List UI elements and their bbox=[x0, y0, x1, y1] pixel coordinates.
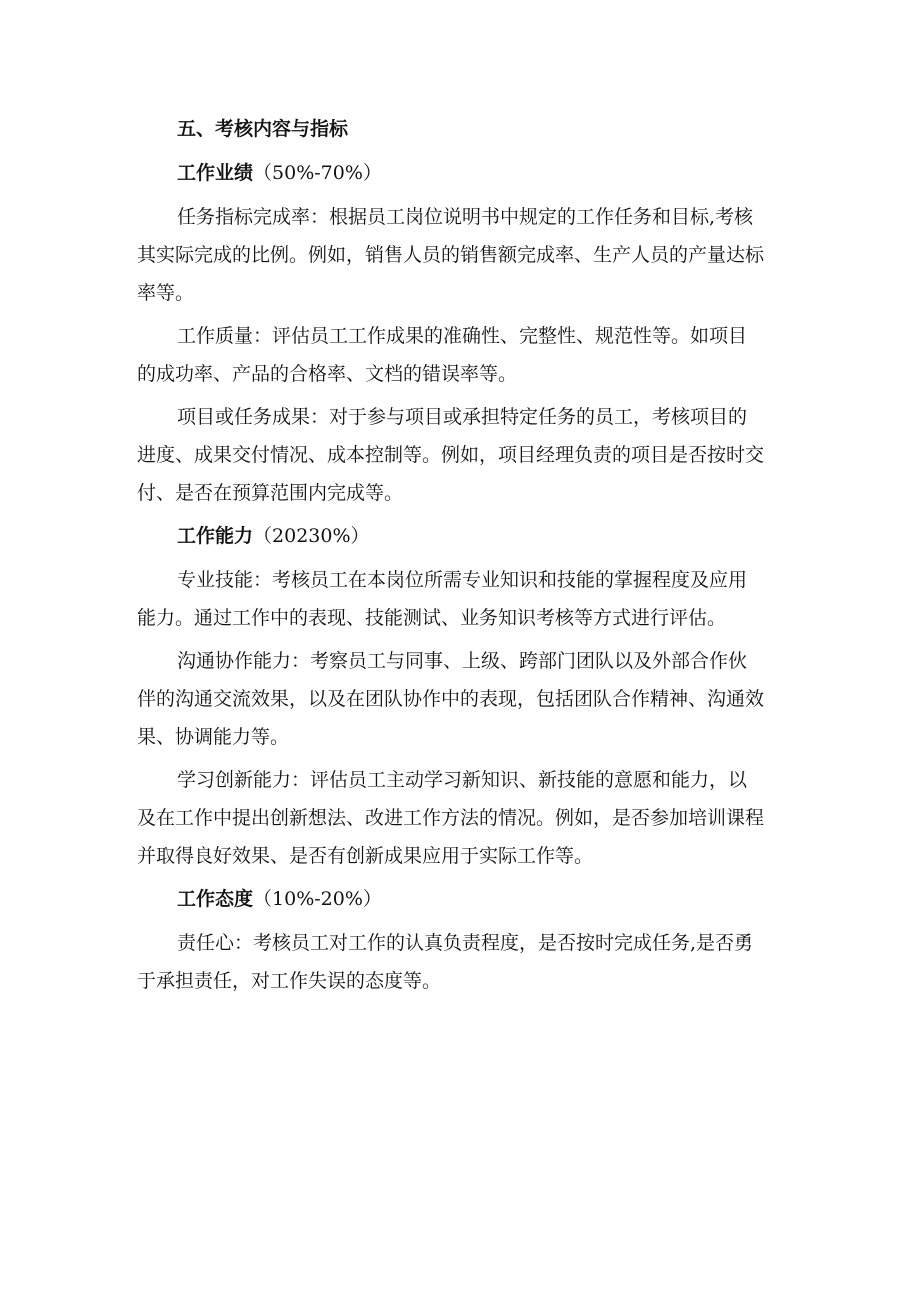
paragraph-line: 项目或任务成果：对于参与项目或承担特定任务的员工，考核项目的 bbox=[177, 406, 748, 428]
subsection-heading-text: 工作业绩 bbox=[177, 162, 254, 184]
subsection-heading-ability bbox=[137, 521, 787, 551]
paragraph-line: 率等。 bbox=[137, 282, 195, 304]
paragraph-line: 能力。通过工作中的表现、技能测试、业务知识考核等方式进行评估。 bbox=[137, 607, 727, 629]
paragraph-line: 专业技能：考核员工在本岗位所需专业知识和技能的掌握程度及应用 bbox=[177, 569, 748, 591]
paragraph-line: 工作质量：评估员工工作成果的准确性、完整性、规范性等。如项目 bbox=[177, 325, 748, 347]
subsection-weight: （50%-70%） bbox=[253, 162, 382, 184]
paragraph-work-quality bbox=[137, 321, 787, 389]
paragraph-communication bbox=[137, 646, 787, 752]
subsection-weight: （20230%） bbox=[253, 525, 370, 547]
paragraph-line: 其实际完成的比例。例如，销售人员的销售额完成率、生产人员的产量达标 bbox=[137, 244, 765, 266]
paragraph-project-results bbox=[137, 402, 787, 508]
paragraph-line: 任务指标完成率：根据员工岗位说明书中规定的工作任务和目标,考核 bbox=[177, 206, 754, 228]
paragraph-line: 学习创新能力：评估员工主动学习新知识、新技能的意愿和能力，以 bbox=[177, 769, 748, 791]
subsection-weight: （10%-20%） bbox=[253, 888, 382, 910]
subsection-heading-attitude bbox=[137, 884, 787, 914]
paragraph-line: 果、协调能力等。 bbox=[137, 726, 290, 748]
paragraph-line: 责任心：考核员工对工作的认真负责程度，是否按时完成任务,是否勇 bbox=[177, 932, 754, 954]
subsection-heading-text: 工作能力 bbox=[177, 525, 254, 547]
paragraph-responsibility bbox=[137, 928, 787, 996]
paragraph-line: 于承担责任，对工作失误的态度等。 bbox=[137, 970, 442, 992]
paragraph-line: 伴的沟通交流效果，以及在团队协作中的表现，包括团队合作精神、沟通效 bbox=[137, 688, 765, 710]
paragraph-line: 的成功率、产品的合格率、文档的错误率等。 bbox=[137, 363, 518, 385]
document-body bbox=[137, 114, 787, 1009]
paragraph-line: 付、是否在预算范围内完成等。 bbox=[137, 482, 404, 504]
paragraph-line: 沟通协作能力：考察员工与同事、上级、跨部门团队以及外部合作伙 bbox=[177, 650, 748, 672]
paragraph-professional-skills bbox=[137, 565, 787, 633]
paragraph-task-completion bbox=[137, 202, 787, 308]
paragraph-line: 进度、成果交付情况、成本控制等。例如，项目经理负责的项目是否按时交 bbox=[137, 444, 765, 466]
paragraph-learning-innovation bbox=[137, 765, 787, 871]
paragraph-line: 并取得良好效果、是否有创新成果应用于实际工作等。 bbox=[137, 845, 594, 867]
subsection-heading-text: 工作态度 bbox=[177, 888, 254, 910]
paragraph-line: 及在工作中提出创新想法、改进工作方法的情况。例如，是否参加培训课程 bbox=[137, 807, 765, 829]
subsection-heading-performance bbox=[137, 158, 787, 188]
section-title: 五、考核内容与指标 bbox=[177, 118, 349, 140]
